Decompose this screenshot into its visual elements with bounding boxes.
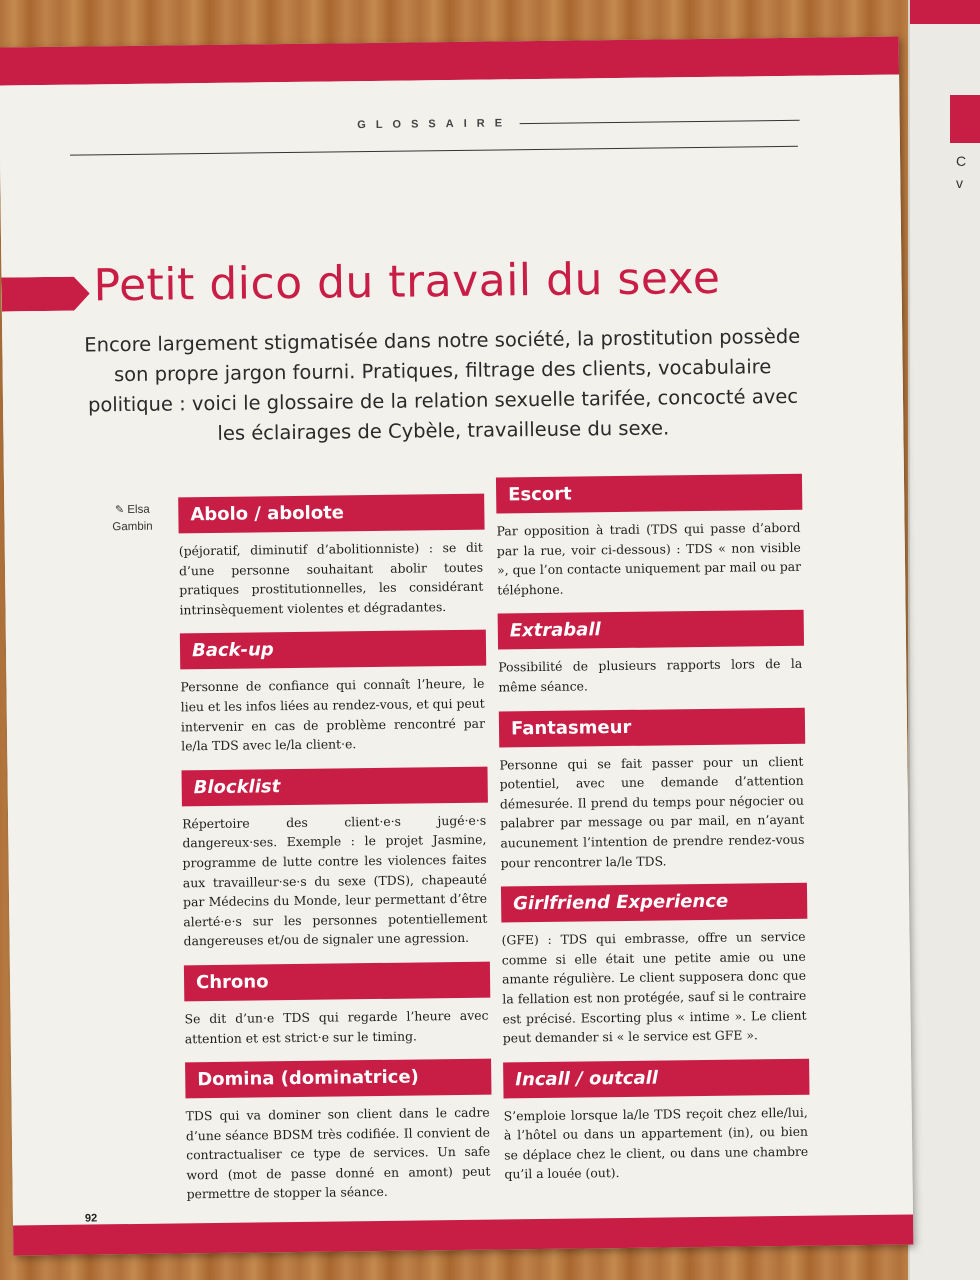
glossary-definition: TDS qui va dominer son client dans le cadre d’une séance BDSM très codifiée. Il convient de contractualiser ce type de services. Un safe word (mot de passe donné en amont) peut permettre de stopper la séance. bbox=[185, 1104, 491, 1202]
page-body bbox=[0, 75, 913, 1226]
next-page-letter: v bbox=[956, 175, 963, 191]
glossary-term: Fantasmeur bbox=[499, 707, 805, 747]
glossary-term: Blocklist bbox=[181, 766, 487, 806]
glossary-entry bbox=[503, 1058, 810, 1184]
glossary-entry bbox=[180, 630, 487, 756]
byline-first-name: Elsa bbox=[127, 503, 150, 517]
glossary-term: Back-up bbox=[180, 630, 486, 670]
glossary-definition: Se dit d’un·e TDS qui regarde l’heure avec attention et est strict·e sur le timing. bbox=[184, 1007, 489, 1046]
glossary-term: Escort bbox=[496, 474, 802, 514]
glossary-term: Extraball bbox=[498, 610, 804, 650]
next-page-red-block bbox=[950, 95, 980, 143]
glossary-term: Chrono bbox=[184, 962, 490, 1002]
byline bbox=[96, 502, 168, 537]
glossary-definition: (GFE) : TDS qui embrasse, offre un service comme si elle était une petite amie ou une amante régulière. Le client supposera donc que la fellation est non protégée, sauf si le contraire est précisé. Escorting plus « intime ». Le client peut demander si « le service est GFE ». bbox=[501, 928, 807, 1046]
page-number: 92 bbox=[84, 1212, 98, 1225]
intro-paragraph: Encore largement stigmatisée dans notre société, la prostitution possède son propre jargon fourni. Pratiques, filtrage des clients, vocabulaire politique : voici le glossaire de la relation sexuelle tarifée, concocté avec les éclairages de Cybèle, travailleuse du sexe. bbox=[84, 324, 801, 445]
glossary-term: Domina (dominatrice) bbox=[185, 1059, 491, 1099]
title-arrow-marker bbox=[1, 276, 89, 311]
glossary-entry bbox=[184, 962, 491, 1049]
glossary-definition: (péjoratif, diminutif d’abolitionniste) : se dit d’une personne souhaitant abolir toutes pratiques prostitutionnelles, les considérant intrinsèquement violentes et dégradantes. bbox=[178, 539, 484, 618]
running-head: GLOSSAIRE bbox=[357, 117, 513, 132]
page-title: Petit dico du travail du sexe bbox=[93, 252, 721, 312]
glossary-definition: Possibilité de plusieurs rapports lors de la même séance. bbox=[498, 656, 803, 695]
glossary-entry bbox=[185, 1059, 493, 1205]
next-page-letter: C bbox=[956, 153, 967, 169]
glossary-column-left bbox=[178, 494, 493, 1219]
glossary-definition: S’emploie lorsque la/le TDS reçoit chez elle/lui, à l’hôtel ou dans un appartement (in), ou bien se déplace chez le client, ou dans une chambre qu’il a louée (out). bbox=[503, 1104, 809, 1182]
byline-last-name: Gambin bbox=[112, 520, 153, 534]
glossary-definition: Répertoire des client·e·s jugé·e·s dangereux·ses. Exemple : le projet Jasmine, programme de lutte contre les violences faites aux travailleur·se·s du sexe (TDS), chapeauté par Médecins du Monde, leur permettant d’être alerté·e·s sur les personnes potentiellement dangereuses et/ou de signaler une agression. bbox=[182, 812, 488, 949]
glossary-definition: Par opposition à tradi (TDS qui passe d’abord par la rue, voir ci-dessous) : TDS « non visible », que l’on contacte uniquement par mail ou par téléphone. bbox=[496, 519, 802, 598]
glossary-definition: Personne qui se fait passer pour un client potentiel, avec une demande d’attention démesurée. Il prend du temps pour négocier ou palabrer par message ou par mail, en n’ayant aucunement l’intention de prendre rendez-vous pour rencontrer la/le TDS. bbox=[499, 753, 805, 871]
magazine-page bbox=[0, 37, 913, 1256]
glossary-entry bbox=[499, 707, 807, 872]
next-page-red-band bbox=[910, 0, 980, 24]
glossary-term: Abolo / abolote bbox=[178, 494, 484, 534]
glossary-term: Incall / outcall bbox=[503, 1058, 809, 1098]
glossary-entry bbox=[498, 610, 805, 697]
glossary-entry bbox=[181, 766, 489, 951]
glossary-entry bbox=[501, 883, 809, 1048]
next-page-edge bbox=[908, 0, 980, 1280]
glossary-column-right bbox=[496, 474, 811, 1199]
glossary-entry bbox=[178, 494, 485, 620]
pen-icon: ✎ bbox=[114, 504, 125, 517]
glossary-entry bbox=[496, 474, 803, 600]
glossary-term: Girlfriend Experience bbox=[501, 883, 807, 923]
next-page-text bbox=[956, 150, 966, 194]
glossary-definition: Personne de confiance qui connaît l’heure, le lieu et les infos liées au rendez-vous, et qui peut intervenir en cas de problème rencontré par le/la TDS avec le/la client·e. bbox=[180, 676, 486, 754]
running-head-rule bbox=[70, 146, 798, 156]
